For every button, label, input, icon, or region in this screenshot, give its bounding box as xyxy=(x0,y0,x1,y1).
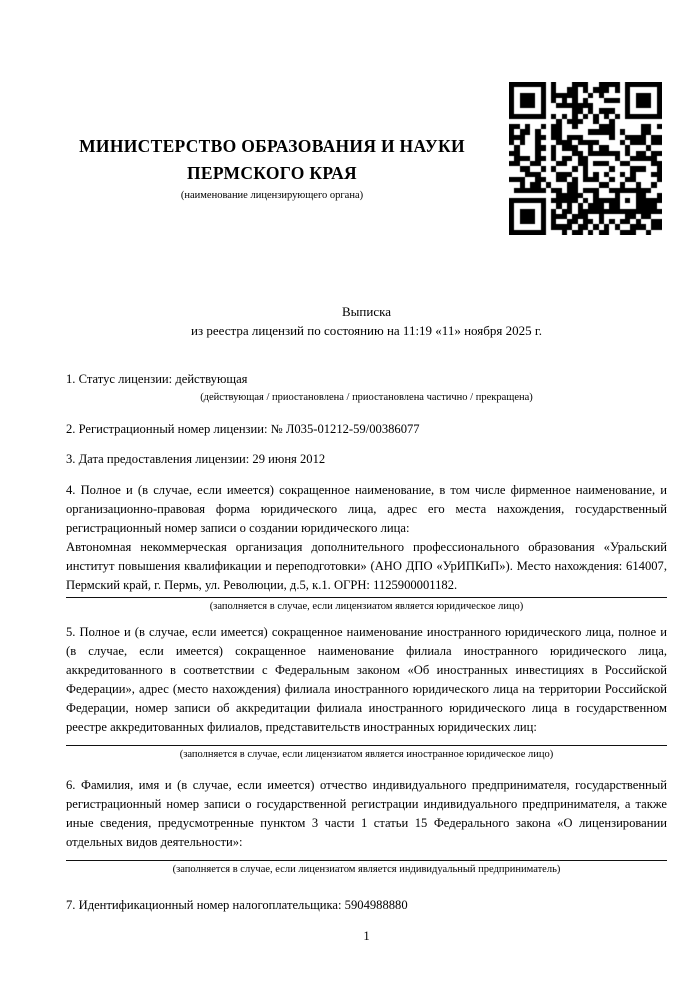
item-foreign-entity-text: 5. Полное и (в случае, если имеется) сокращенное наименование иностранного юридического лица, полное и (в случае, если имеется) сокращенное наименование филиала иностранного юридического лица, аккредитованного в соответствии с Федеральным законом «Об иностранных инвестициях в Российской Федерации», адрес (место нахождения) филиала иностранного юридического лица на территории Российской Федерации, номер записи об аккредитации филиала иностранного юридического лица в государственном реестре аккредитованных филиалов, представительств иностранных юридических лиц: xyxy=(66,625,667,734)
item-taxpayer-id xyxy=(66,896,667,915)
item-license-status xyxy=(66,370,667,404)
item-taxpayer-id-text: 7. Идентификационный номер налогоплательщика: 5904988880 xyxy=(66,898,408,912)
qr-code-image xyxy=(509,82,662,235)
item-grant-date xyxy=(66,450,667,469)
item-legal-entity-value: Автономная некоммерческая организация дополнительного профессионального образования «Уральский институт повышения квалификации и переподготовки» (АНО ДПО «УрИПКиП»). Место нахождения: 614007, Пермский край, г. Пермь, ул. Революции, д.5, к.1. ОГРН: 1125900001182. xyxy=(66,540,667,592)
item-individual-entrepreneur-text: 6. Фамилия, имя и (в случае, если имеется) отчество индивидуального предпринимателя, государственный регистрационный номер записи о государственной регистрации индивидуального предпринимателя, а также иные сведения, предусмотренные пунктом 3 части 1 статьи 15 Федерального закона «О лицензировании отдельных видов деятельности»: xyxy=(66,778,667,849)
item-foreign-entity xyxy=(66,623,667,761)
item-individual-entrepreneur xyxy=(66,776,667,876)
item-registration-number-text: 2. Регистрационный номер лицензии: № Л035-01212-59/00386077 xyxy=(66,422,420,436)
licensing-authority-header xyxy=(66,133,478,202)
item-grant-date-text: 3. Дата предоставления лицензии: 29 июня 2012 xyxy=(66,452,326,466)
document-title-line2: из реестра лицензий по состоянию на 11:19 «11» ноября 2025 г. xyxy=(191,323,542,338)
fill-in-line xyxy=(66,860,667,861)
fill-in-line xyxy=(66,745,667,746)
ministry-caption: (наименование лицензирующего органа) xyxy=(180,190,364,201)
qr-code xyxy=(509,82,662,235)
fill-in-line xyxy=(66,597,667,598)
item-foreign-entity-caption: (заполняется в случае, если лицензиатом является иностранное юридическое лицо) xyxy=(179,749,554,760)
document-title xyxy=(66,302,667,340)
item-registration-number xyxy=(66,420,667,439)
item-license-status-text: 1. Статус лицензии: действующая xyxy=(66,372,248,386)
item-legal-entity-text: 4. Полное и (в случае, если имеется) сокращенное наименование, в том числе фирменное наименование, и организационно-правовая форма юридического лица, адрес его места нахождения, государственный регистрационный номер записи о создании юридического лица: xyxy=(66,483,667,535)
ministry-name-line2: ПЕРМСКОГО КРАЯ xyxy=(187,163,357,183)
item-individual-entrepreneur-caption: (заполняется в случае, если лицензиатом является индивидуальный предприниматель) xyxy=(172,864,561,875)
document-title-line1: Выписка xyxy=(342,304,391,319)
ministry-name-line1: МИНИСТЕРСТВО ОБРАЗОВАНИЯ И НАУКИ xyxy=(79,136,465,156)
item-legal-entity xyxy=(66,481,667,613)
item-legal-entity-caption: (заполняется в случае, если лицензиатом является юридическое лицо) xyxy=(209,601,524,612)
page-number: 1 xyxy=(363,929,370,943)
item-license-status-caption: (действующая / приостановлена / приостановлена частично / прекращена) xyxy=(200,392,533,403)
